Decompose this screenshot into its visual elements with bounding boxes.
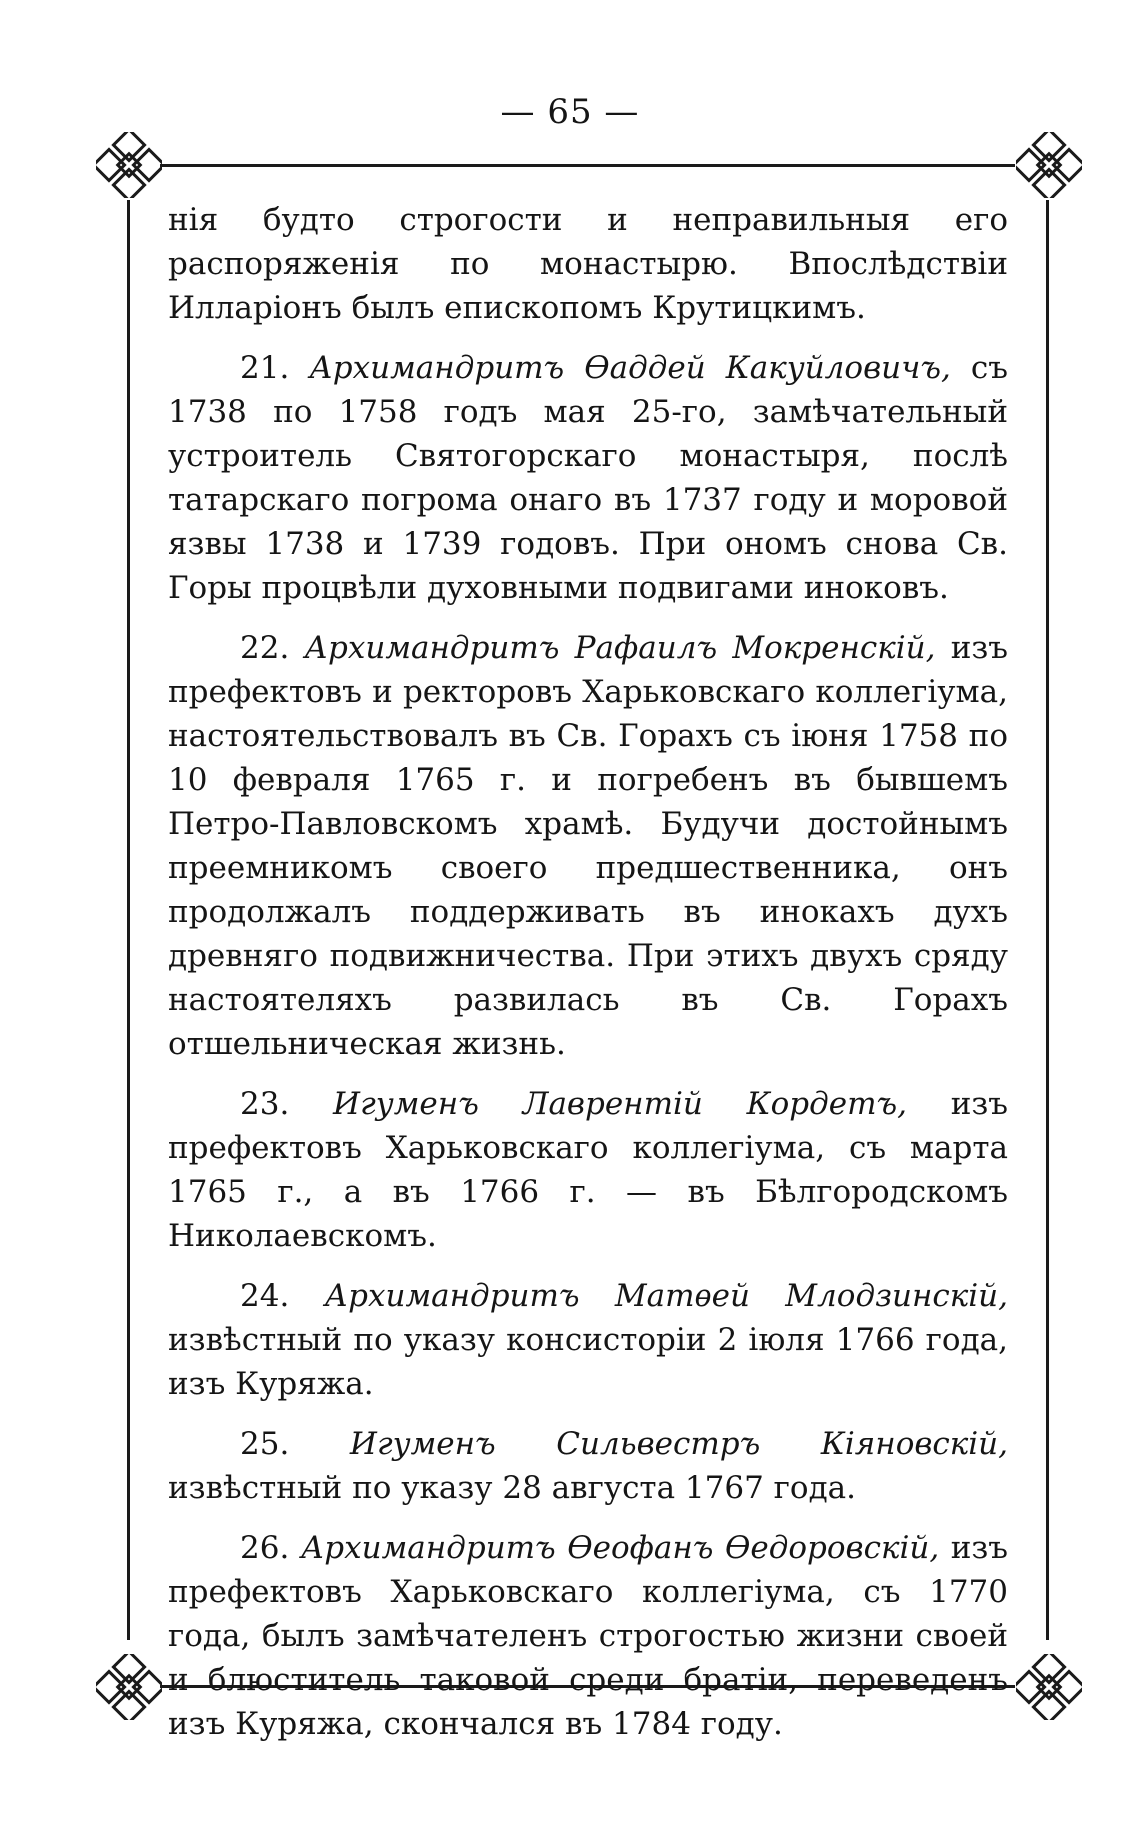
entry-text: съ 1738 по 1758 годъ мая 25-го, замѣчательный устроитель Святогорскаго монастыря, послѣ татарскаго погрома онаго въ 1737 году и моровой язвы 1738 и 1739 годовъ. При ономъ снова Св. Горы процвѣли духовными подвигами иноковъ. — [168, 350, 1008, 606]
entry-25 — [168, 1422, 1008, 1510]
entry-number: 24. — [240, 1278, 290, 1314]
corner-ornament-icon — [1016, 132, 1082, 198]
entry-21 — [168, 346, 1008, 610]
entry-23 — [168, 1082, 1008, 1258]
entry-26 — [168, 1526, 1008, 1746]
entry-name: Архимандритъ Рафаилъ Мокренскій, — [304, 630, 936, 666]
entry-number: 22. — [240, 630, 290, 666]
entry-22 — [168, 626, 1008, 1066]
page-body-text — [168, 198, 1008, 1762]
frame-left-rule — [127, 200, 130, 1640]
entry-number: 21. — [240, 350, 290, 386]
entry-text: изъ префектовъ Харьковскаго коллегіума, съ марта 1765 г., а въ 1766 г. — въ Бѣлгородскомъ Николаевскомъ. — [168, 1086, 1009, 1254]
entry-number: 25. — [240, 1426, 290, 1462]
entry-name: Архимандритъ Ѳеофанъ Ѳедоровскій, — [300, 1530, 940, 1566]
entry-name: Игуменъ Сильвестръ Кіяновскій, — [349, 1426, 1009, 1462]
corner-ornament-icon — [96, 1654, 162, 1720]
entry-name: Архимандритъ Ѳаддей Какуйловичъ, — [309, 350, 951, 386]
page-number: — 65 — — [500, 92, 640, 132]
frame-right-rule — [1046, 200, 1049, 1640]
entry-text: извѣстный по указу 28 августа 1767 года. — [168, 1470, 856, 1506]
entry-name: Игуменъ Лаврентій Кордетъ, — [333, 1086, 907, 1122]
entry-number: 26. — [240, 1530, 290, 1566]
paragraph-text: нія будто строгости и неправильныя его распоряженія по монастырю. Впослѣдствіи Илларіонъ былъ епископомъ Крутицкимъ. — [168, 202, 1008, 326]
corner-ornament-icon — [1016, 1654, 1082, 1720]
frame-top-rule — [160, 164, 1015, 167]
entry-text: изъ префектовъ Харьковскаго коллегіума, съ 1770 года, былъ замѣчателенъ строгостью жизни своей и блюститель таковой среди братіи, переведенъ изъ Куряжа, скончался въ 1784 году. — [168, 1530, 1009, 1742]
entry-name: Архимандритъ Матѳей Млодзинскій, — [324, 1278, 1008, 1314]
entry-text: извѣстный по указу консисторіи 2 іюля 1766 года, изъ Куряжа. — [168, 1322, 1008, 1402]
entry-number: 23. — [240, 1086, 290, 1122]
entry-text: изъ префектовъ и ректоровъ Харьковскаго коллегіума, настоятельствовалъ въ Св. Горахъ съ іюня 1758 по 10 февраля 1765 г. и погребенъ въ бывшемъ Петро-Павловскомъ храмѣ. Будучи достойнымъ преемникомъ своего предшественника, онъ продолжалъ поддерживать въ инокахъ духъ древняго подвижничества. При этихъ двухъ сряду настоятеляхъ развилась въ Св. Горахъ отшельническая жизнь. — [168, 630, 1009, 1062]
paragraph-continuation — [168, 198, 1008, 330]
corner-ornament-icon — [96, 132, 162, 198]
entry-24 — [168, 1274, 1008, 1406]
